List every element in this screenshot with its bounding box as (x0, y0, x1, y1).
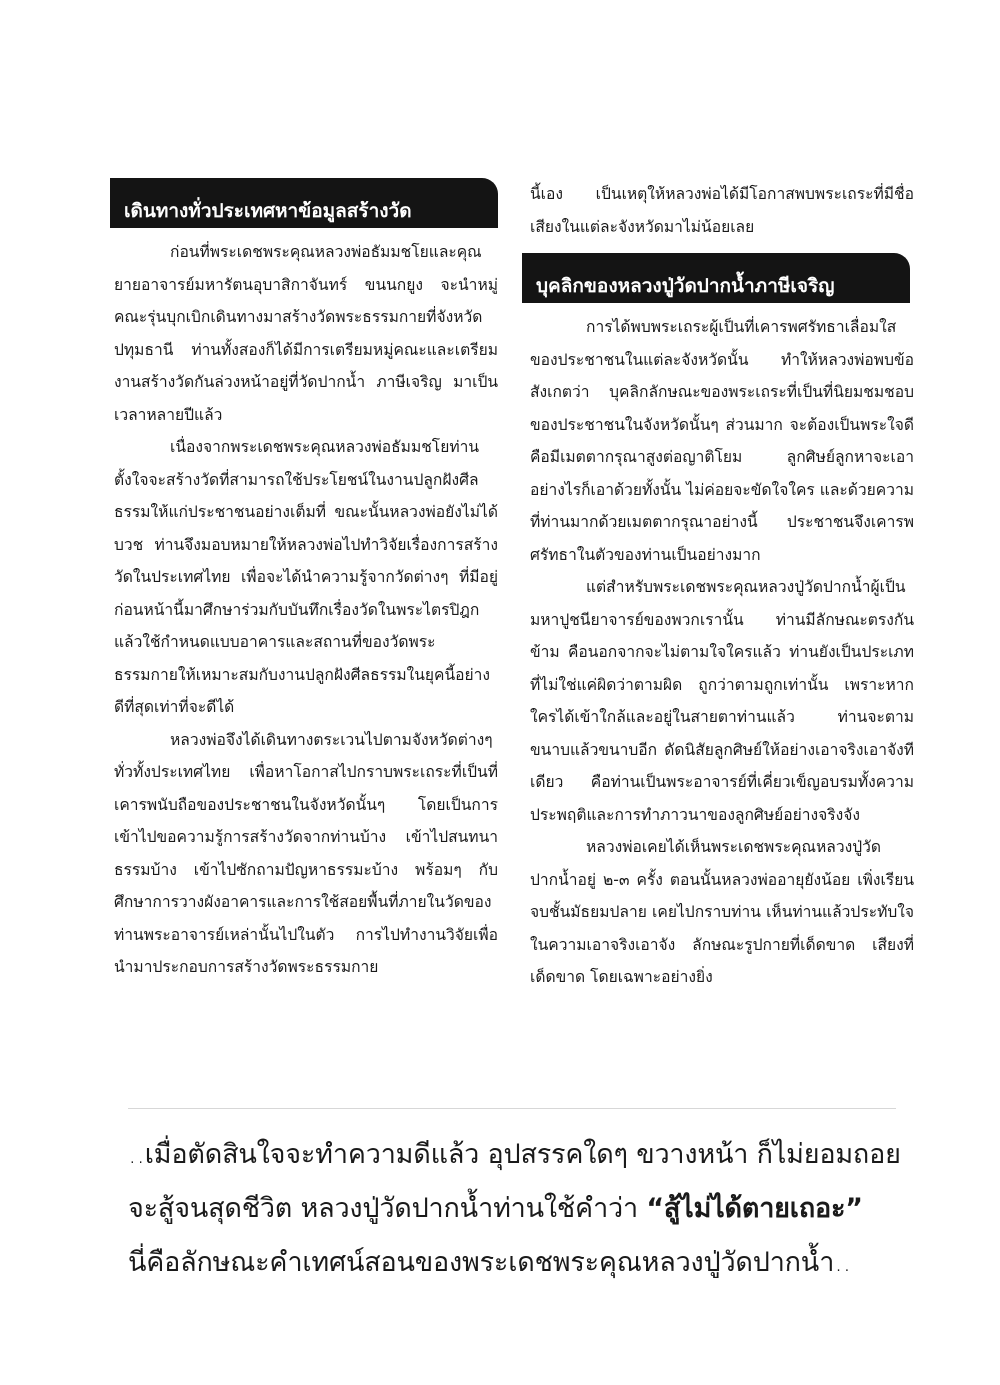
left-column (114, 178, 498, 984)
paragraph: เนื่องจากพระเดชพระคุณหลวงพ่อธัมมชโยท่านตั้งใจจะสร้างวัดที่สามารถใช้ประโยชน์ในงานปลูกฝังศีลธรรมให้แก่ประชาชนอย่างเต็มที่ ขณะนั้นหลวงพ่อยังไม่ได้บวช ท่านจึงมอบหมายให้หลวงพ่อไปทำวิจัยเรื่องการสร้างวัดในประเทศไทย เพื่อจะได้นำความรู้จากวัดต่างๆ ที่มีอยู่ก่อนหน้านี้มาศึกษาร่วมกับบันทึกเรื่องวัดในพระไตรปิฎก แล้วใช้กำหนดแบบอาคารและสถานที่ของวัดพระธรรมกายให้เหมาะสมกับงานปลูกฝังศีลธรรมในยุคนี้อย่างดีที่สุดเท่าที่จะดีได้ (114, 438, 498, 716)
section-heading-personality: บุคลิกของหลวงปู่วัดปากน้ำภาษีเจริญ (522, 253, 910, 303)
paragraph: หลวงพ่อเคยได้เห็นพระเดชพระคุณหลวงปู่วัดปากน้ำอยู่ ๒-๓ ครั้ง ตอนนั้นหลวงพ่ออายุยังน้อย เพิ่งเรียนจบชั้นมัธยมปลาย เคยไปกราบท่าน เห็นท่านแล้วประทับใจในความเอาจริงเอาจัง ลักษณะรูปกายที่เด็ดขาด เสียงที่เด็ดขาด โดยเฉพาะอย่างยิ่ง (530, 838, 914, 986)
pull-quote (128, 1128, 918, 1290)
quote-emphasis: “สู้ไม่ได้ตายเถอะ” (646, 1193, 863, 1224)
quote-line-3: นี่คือลักษณะคำเทศน์สอนของพระเดชพระคุณหลวงปู่วัดปากน้ำ.. (128, 1247, 851, 1278)
continued-paragraph: นี้เอง เป็นเหตุให้หลวงพ่อได้มีโอกาสพบพระเถระที่มีชื่อเสียงในแต่ละจังหวัดมาไม่น้อยเลย (530, 185, 914, 236)
divider (128, 1108, 896, 1109)
right-column (530, 178, 914, 994)
section-heading-travel: เดินทางทั่วประเทศหาข้อมูลสร้างวัด (110, 178, 498, 228)
paragraph: การได้พบพระเถระผู้เป็นที่เคารพศรัทธาเลื่อมใสของประชาชนในแต่ละจังหวัดนั้น ทำให้หลวงพ่อพบข้อสังเกตว่า บุคลิกลักษณะของพระเถระที่เป็นที่นิยมชมชอบของประชาชนในจังหวัดนั้นๆ ส่วนมาก จะต้องเป็นพระใจดี คือมีเมตตากรุณาสูงต่อญาติโยม ลูกศิษย์ลูกหาจะเอาอย่างไรก็เอาด้วยทั้งนั้น ไม่ค่อยจะขัดใจใคร และด้วยความที่ท่านมากด้วยเมตตากรุณาอย่างนี้ ประชาชนจึงเคารพศรัทธาในตัวของท่านเป็นอย่างมาก (530, 318, 914, 564)
quote-line-2-text: จะสู้จนสุดชีวิต หลวงปู่วัดปากน้ำท่านใช้คำว่า (128, 1193, 638, 1224)
quote-line-2 (128, 1182, 918, 1236)
paragraph: ก่อนที่พระเดชพระคุณหลวงพ่อธัมมชโยและคุณยายอาจารย์มหารัตนอุบาสิกาจันทร์ ขนนกยูง จะนำหมู่คณะรุ่นบุกเบิกเดินทางมาสร้างวัดพระธรรมกายที่จังหวัดปทุมธานี ท่านทั้งสองก็ได้มีการเตรียมหมู่คณะและเตรียมงานสร้างวัดกันล่วงหน้าอยู่ที่วัดปากน้ำ ภาษีเจริญ มาเป็นเวลาหลายปีแล้ว (114, 243, 498, 424)
quote-line-1: ..เมื่อตัดสินใจจะทำความดีแล้ว อุปสรรคใดๆ ขวางหน้า ก็ไม่ยอมถอย (128, 1139, 901, 1170)
paragraph: แต่สำหรับพระเดชพระคุณหลวงปู่วัดปากน้ำผู้เป็นมหาปูชนียาจารย์ของพวกเรานั้น ท่านมีลักษณะตรงกันข้าม คือนอกจากจะไม่ตามใจใครแล้ว ท่านยังเป็นประเภทที่ไม่ใช่แค่ผิดว่าตามผิด ถูกว่าตามถูกเท่านั้น เพราะหากใครได้เข้าใกล้และอยู่ในสายตาท่านแล้ว ท่านจะตามขนาบแล้วขนาบอีก ดัดนิสัยลูกศิษย์ให้อย่างเอาจริงเอาจังทีเดียว คือท่านเป็นพระอาจารย์ที่เคี่ยวเข็ญอบรมทั้งความประพฤติและการทำภาวนาของลูกศิษย์อย่างจริงจัง (530, 578, 914, 824)
paragraph: หลวงพ่อจึงได้เดินทางตระเวนไปตามจังหวัดต่างๆ ทั่วทั้งประเทศไทย เพื่อหาโอกาสไปกราบพระเถระที่เป็นที่เคารพนับถือของประชาชนในจังหวัดนั้นๆ โดยเป็นการเข้าไปขอความรู้การสร้างวัดจากท่านบ้าง เข้าไปสนทนาธรรมบ้าง เข้าไปซักถามปัญหาธรรมะบ้าง พร้อมๆ กับศึกษาการวางผังอาคารและการใช้สอยพื้นที่ภายในวัดของท่านพระอาจารย์เหล่านั้นไปในตัว การไปทำงานวิจัยเพื่อนำมาประกอบการสร้างวัดพระธรรมกาย (114, 730, 498, 976)
